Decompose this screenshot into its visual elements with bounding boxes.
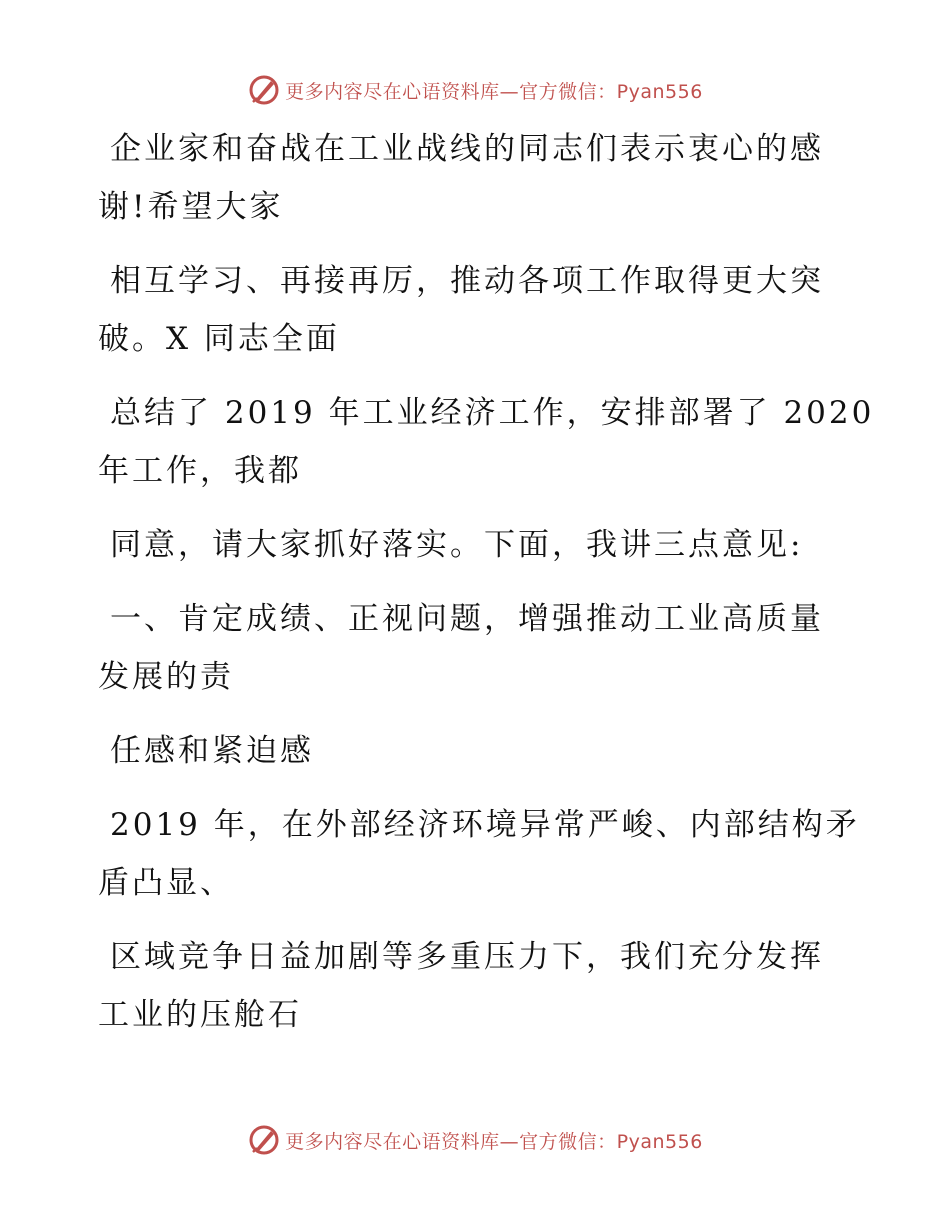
paragraph: 相互学习、再接再厉，推动各项工作取得更大突 破。X 同志全面 [98,263,824,357]
paragraph: 总结了 2019 年工业经济工作，安排部署了 2020 年工作，我都 [98,395,875,489]
document-body [98,120,875,1060]
banner-text: 更多内容尽在心语资料库—官方微信：Pyan556 [285,1130,703,1153]
footer-banner [0,1120,950,1160]
wechat-id: Pyan556 [616,1130,703,1153]
paragraph: 2019 年，在外部经济环境异常严峻、内部结构矛 盾凸显、 [98,807,860,901]
section-heading: 一、肯定成绩、正视问题，增强推动工业高质量 发展的责 [98,601,824,695]
paragraph: 企业家和奋战在工业战线的同志们表示衷心的感 谢!希望大家 [98,131,824,225]
quill-circle-icon [247,1123,281,1157]
paragraph: 区域竞争日益加剧等多重压力下，我们充分发挥 工业的压舱石 [98,939,824,1033]
paragraph: 同意，请大家抓好落实。下面，我讲三点意见: [110,527,804,563]
quill-circle-icon [247,73,281,107]
section-heading-continued: 任感和紧迫感 [110,733,314,769]
banner-text: 更多内容尽在心语资料库—官方微信：Pyan556 [285,80,703,103]
wechat-id: Pyan556 [616,80,703,103]
header-banner [0,70,950,110]
